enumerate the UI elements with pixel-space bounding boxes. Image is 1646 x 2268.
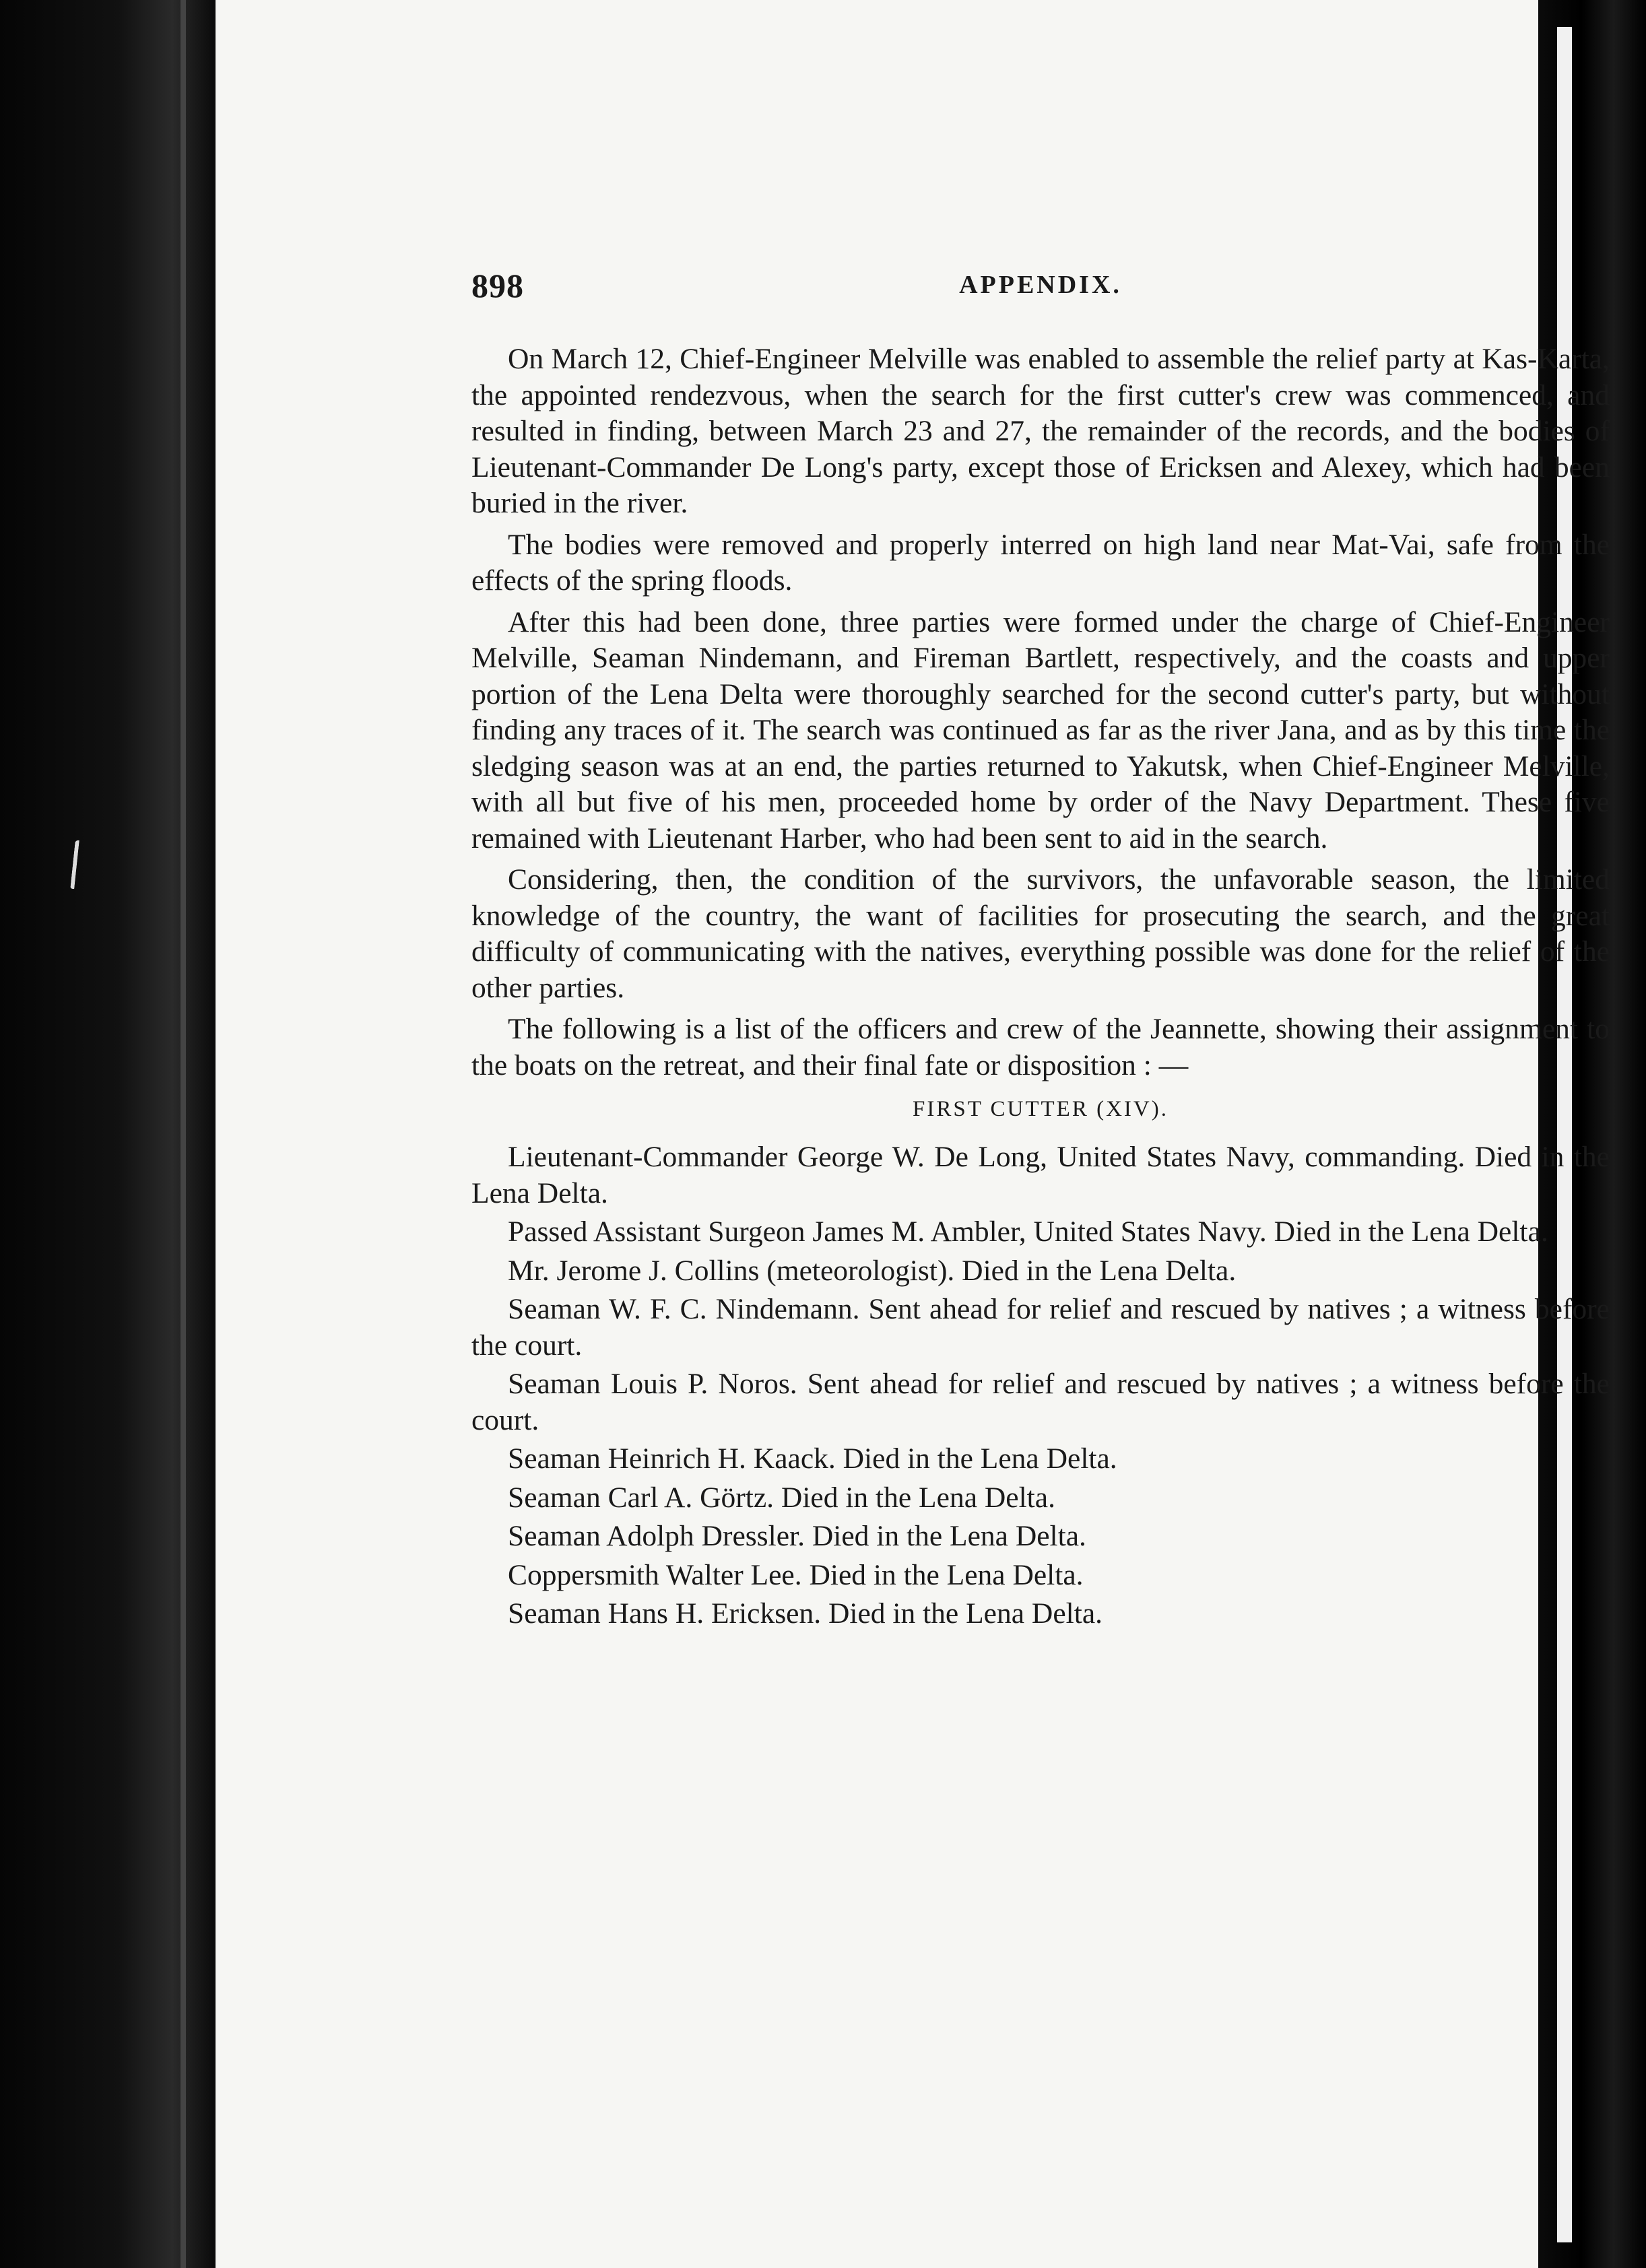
crew-entry: Seaman Adolph Dressler. Died in the Lena Delta. bbox=[508, 1520, 1086, 1552]
running-head bbox=[471, 266, 1610, 313]
crew-entry: Coppersmith Walter Lee. Died in the Lena Delta. bbox=[508, 1558, 1084, 1591]
paragraph-search-relief: On March 12, Chief-Engineer Melville was enabled to assemble the relief party at Kas-Karta, the appointed rendezvous, when the search for the first cutter's crew was commenced, and resulted in finding, between March 23 and 27, the remainder of the records, and the bodies of Lieutenant-Commander De Long's party, except those of Ericksen and Alexey, which had been buried in the river. bbox=[471, 343, 1610, 519]
book-edge-line bbox=[180, 0, 186, 2268]
paragraph-search-parties: After this had been done, three parties were formed under the charge of Chief-Engineer Melville, Seaman Nindemann, and Fireman Bartlett, respectively, and the coasts and upper portion of the Lena Delta were thoroughly searched for the second cutter's party, but without finding any traces of it. The search was continued as far as the river Jana, and as by this time the sledging season was at an end, the parties returned to Yakutsk, when Chief-Engineer Melville, with all but five of his men, proceeded home by order of the Navy Department. These five remained with Lieutenant Harber, who had been sent to aid in the search. bbox=[471, 605, 1610, 855]
book-page bbox=[216, 0, 1610, 2268]
crew-entry: Seaman Heinrich H. Kaack. Died in the Lena Delta. bbox=[508, 1442, 1117, 1475]
crew-entry: Seaman Louis P. Noros. Sent ahead for relief and rescued by natives ; a witness before the court. bbox=[471, 1368, 1610, 1436]
paragraph-bodies-interred: The bodies were removed and properly interred on high land near Mat-Vai, safe from the effects of the spring floods. bbox=[471, 528, 1610, 597]
scan-margin-mark bbox=[70, 840, 88, 889]
page-content bbox=[471, 266, 1610, 1635]
crew-entry: Seaman Hans H. Ericksen. Died in the Lena Delta. bbox=[508, 1597, 1102, 1630]
crew-entry: Mr. Jerome J. Collins (meteorologist). Died in the Lena Delta. bbox=[508, 1254, 1237, 1287]
crew-entry: Seaman W. F. C. Nindemann. Sent ahead for relief and rescued by natives ; a witness before the court. bbox=[471, 1293, 1610, 1362]
scan-left-border bbox=[0, 0, 216, 2268]
page-number: 898 bbox=[471, 267, 524, 304]
crew-entry: Passed Assistant Surgeon James M. Ambler, United States Navy. Died in the Lena Delta. bbox=[508, 1215, 1548, 1248]
paragraph-list-intro: The following is a list of the officers and crew of the Jeannette, showing their assignment to the boats on the retreat, and their final fate or disposition : — bbox=[471, 1013, 1610, 1081]
running-title: APPENDIX. bbox=[959, 271, 1122, 299]
section-heading-first-cutter: FIRST CUTTER (XIV). bbox=[913, 1097, 1168, 1121]
paragraph-considering: Considering, then, the condition of the survivors, the unfavorable season, the limited knowledge of the country, the want of facilities for prosecuting the search, and the great difficulty of communicating with the natives, everything possible was done for the relief of the other parties. bbox=[471, 863, 1610, 1004]
crew-entry: Lieutenant-Commander George W. De Long, United States Navy, commanding. Died in the Lena Delta. bbox=[471, 1141, 1610, 1209]
crew-entry: Seaman Carl A. Görtz. Died in the Lena Delta. bbox=[508, 1481, 1055, 1514]
